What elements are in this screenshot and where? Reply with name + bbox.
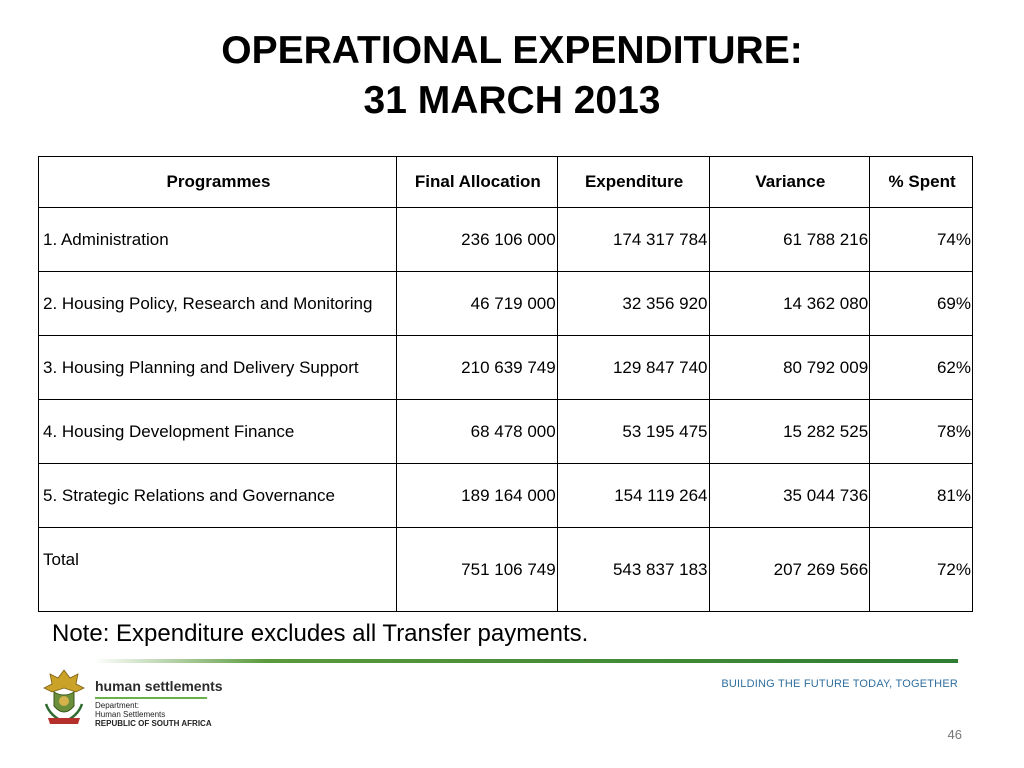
dept-line-2: Human Settlements bbox=[95, 710, 166, 719]
header-programmes: Programmes bbox=[39, 157, 397, 208]
cell-expenditure: 32 356 920 bbox=[557, 272, 709, 336]
coat-of-arms-icon bbox=[40, 668, 88, 726]
cell-final-allocation: 189 164 000 bbox=[397, 464, 558, 528]
cell-programme: 5. Strategic Relations and Governance bbox=[39, 464, 397, 528]
table-row bbox=[39, 208, 973, 272]
cell-expenditure: 53 195 475 bbox=[557, 400, 709, 464]
header-expenditure: Expenditure bbox=[557, 157, 709, 208]
cell-variance: 35 044 736 bbox=[709, 464, 870, 528]
cell-variance: 14 362 080 bbox=[709, 272, 870, 336]
title-line-1: OPERATIONAL EXPENDITURE: bbox=[221, 29, 803, 72]
note-text: Note: Expenditure excludes all Transfer payments. bbox=[52, 620, 589, 647]
cell-percent-spent: 74% bbox=[870, 208, 973, 272]
department-text bbox=[95, 701, 212, 728]
brand-underline bbox=[95, 697, 207, 699]
cell-programme: Total bbox=[39, 528, 397, 612]
table-total-row bbox=[39, 528, 973, 612]
expenditure-table bbox=[38, 156, 973, 612]
table-row bbox=[39, 336, 973, 400]
cell-expenditure: 154 119 264 bbox=[557, 464, 709, 528]
table-row bbox=[39, 464, 973, 528]
cell-expenditure: 543 837 183 bbox=[557, 528, 709, 612]
cell-variance: 15 282 525 bbox=[709, 400, 870, 464]
slogan-text: BUILDING THE FUTURE TODAY, TOGETHER bbox=[721, 678, 958, 690]
cell-final-allocation: 210 639 749 bbox=[397, 336, 558, 400]
table-header-row bbox=[39, 157, 973, 208]
cell-percent-spent: 81% bbox=[870, 464, 973, 528]
dept-line-3: REPUBLIC OF SOUTH AFRICA bbox=[95, 719, 212, 728]
cell-percent-spent: 69% bbox=[870, 272, 973, 336]
slide-title bbox=[0, 26, 1024, 126]
title-line-2: 31 MARCH 2013 bbox=[363, 79, 661, 122]
cell-variance: 207 269 566 bbox=[709, 528, 870, 612]
department-logo bbox=[40, 668, 240, 728]
header-percent-spent: % Spent bbox=[870, 157, 973, 208]
cell-expenditure: 174 317 784 bbox=[557, 208, 709, 272]
table-row bbox=[39, 272, 973, 336]
cell-programme: 4. Housing Development Finance bbox=[39, 400, 397, 464]
cell-final-allocation: 236 106 000 bbox=[397, 208, 558, 272]
page-number: 46 bbox=[947, 727, 962, 742]
cell-final-allocation: 46 719 000 bbox=[397, 272, 558, 336]
header-final-allocation: Final Allocation bbox=[397, 157, 558, 208]
table-row bbox=[39, 400, 973, 464]
cell-variance: 80 792 009 bbox=[709, 336, 870, 400]
cell-programme: 1. Administration bbox=[39, 208, 397, 272]
cell-percent-spent: 72% bbox=[870, 528, 973, 612]
brand-name: human settlements bbox=[95, 678, 223, 694]
cell-expenditure: 129 847 740 bbox=[557, 336, 709, 400]
cell-final-allocation: 68 478 000 bbox=[397, 400, 558, 464]
header-variance: Variance bbox=[709, 157, 870, 208]
cell-percent-spent: 62% bbox=[870, 336, 973, 400]
cell-percent-spent: 78% bbox=[870, 400, 973, 464]
cell-programme: 3. Housing Planning and Delivery Support bbox=[39, 336, 397, 400]
footer-divider bbox=[94, 659, 958, 663]
cell-final-allocation: 751 106 749 bbox=[397, 528, 558, 612]
dept-line-1: Department: bbox=[95, 701, 140, 710]
cell-variance: 61 788 216 bbox=[709, 208, 870, 272]
cell-programme: 2. Housing Policy, Research and Monitoring bbox=[39, 272, 397, 336]
